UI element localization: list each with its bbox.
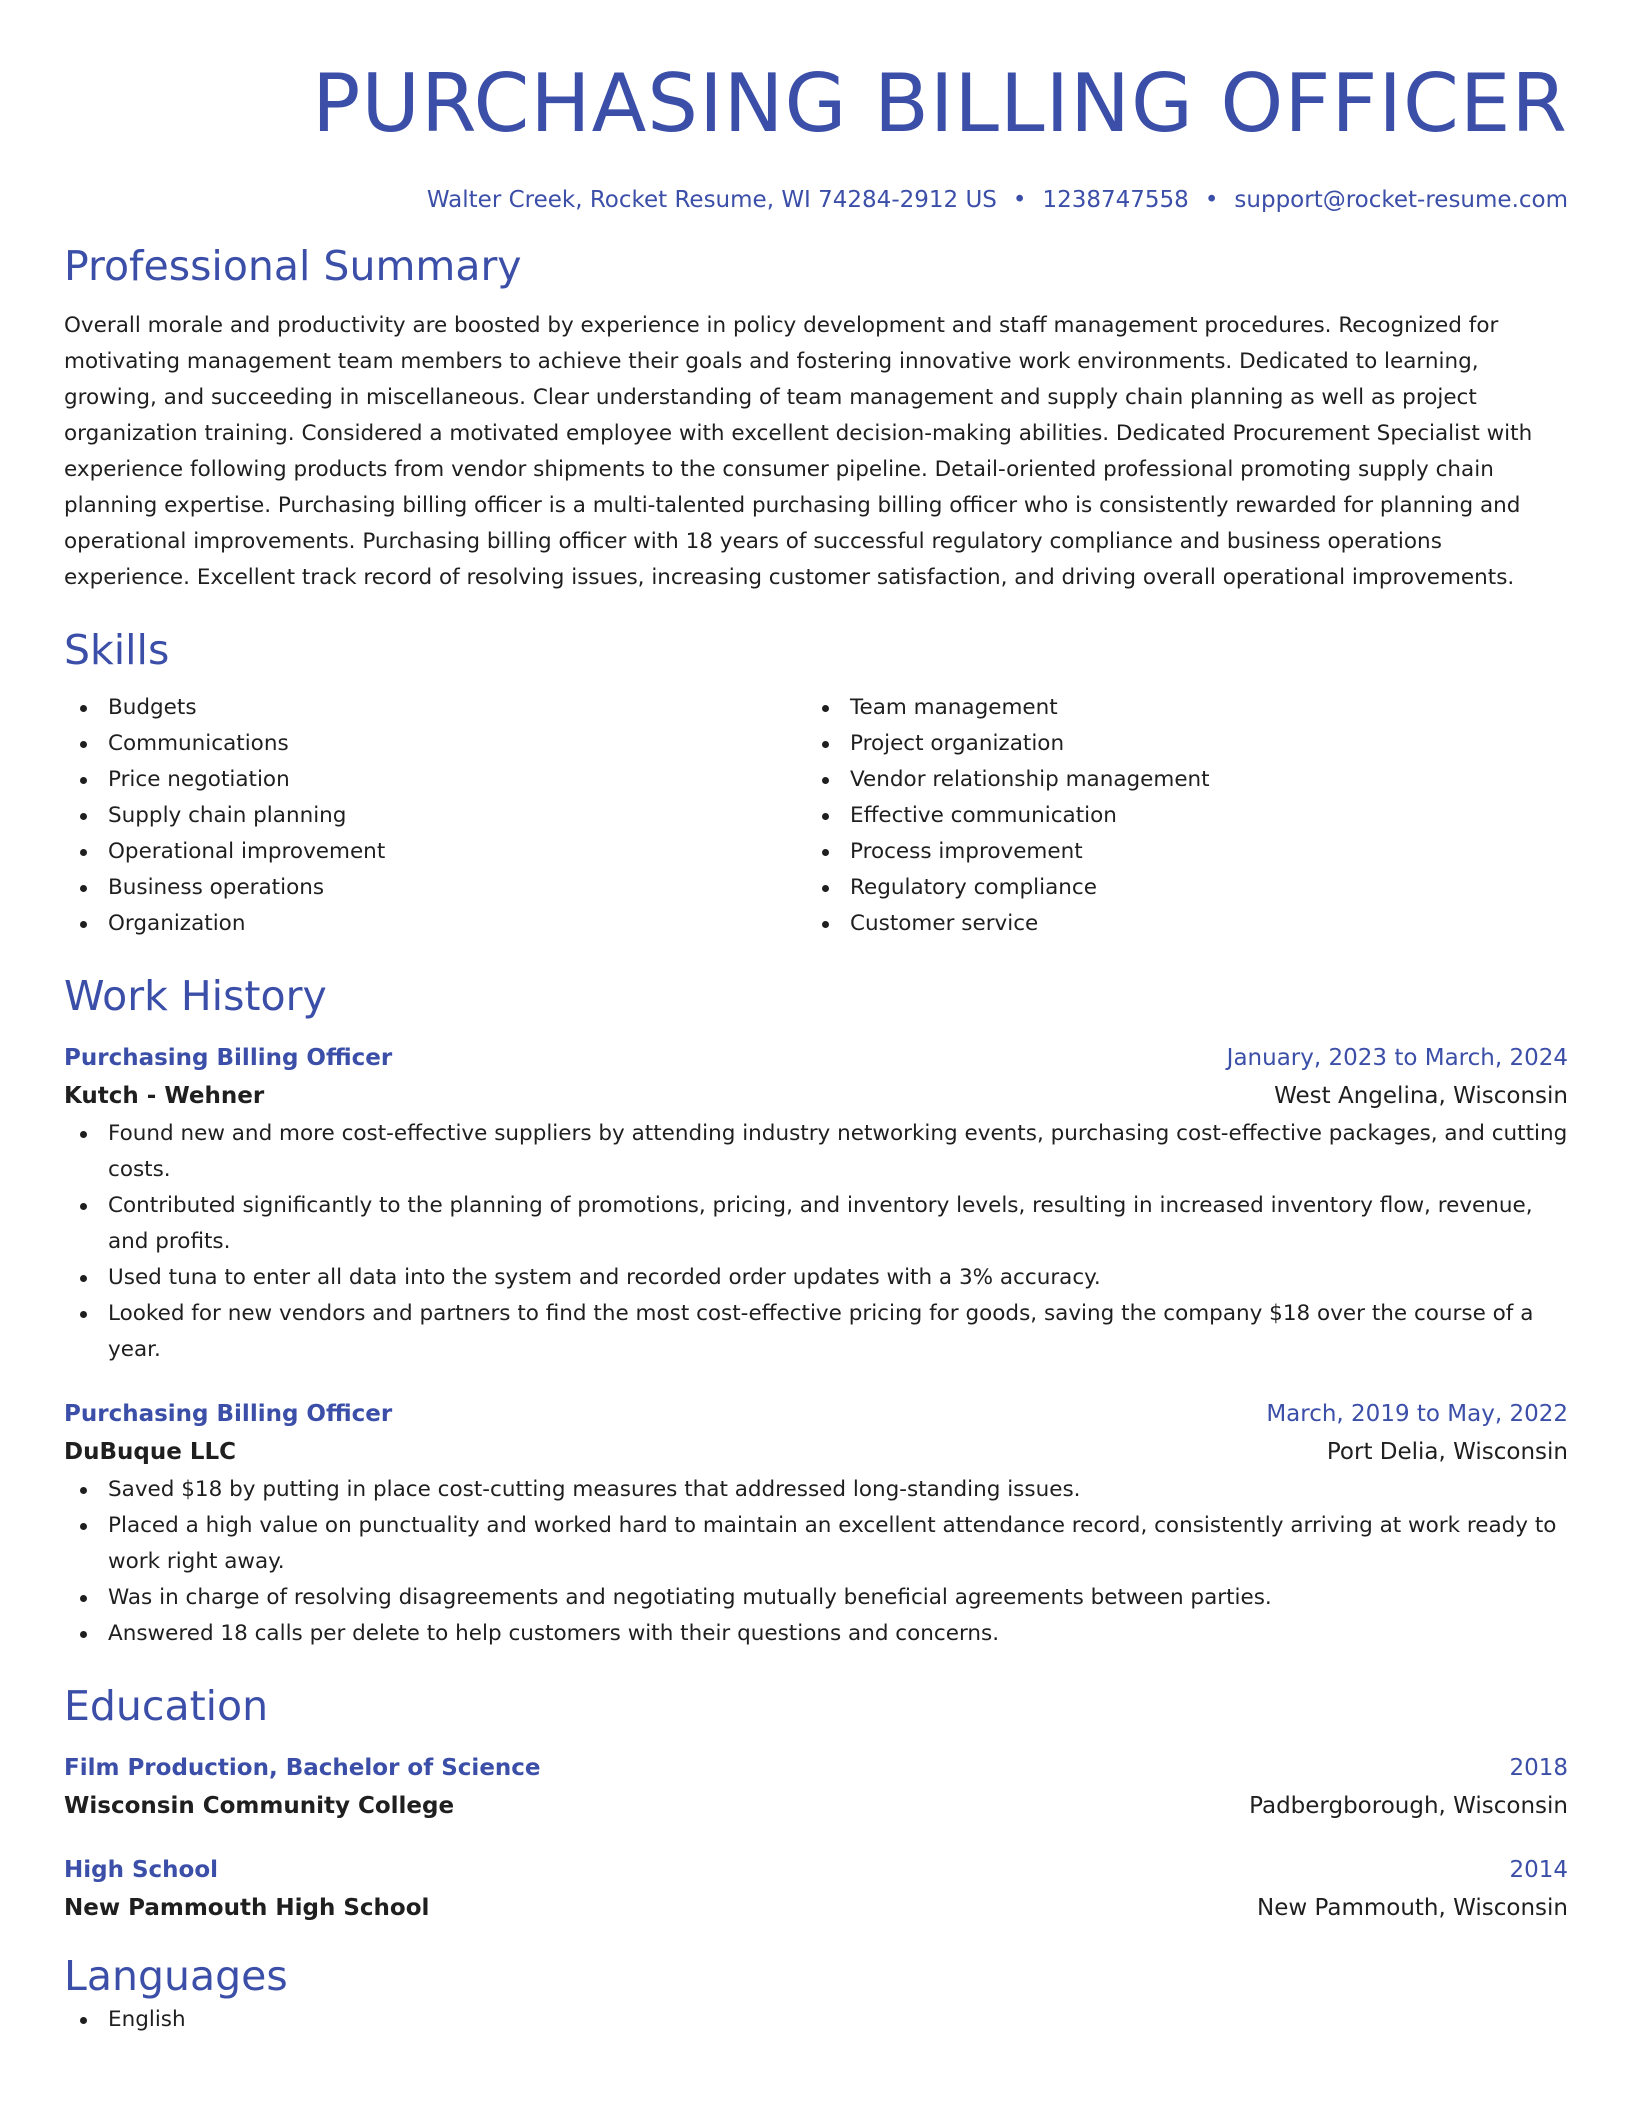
skill-label: Regulatory compliance — [850, 875, 1097, 900]
bullet-icon — [822, 777, 829, 784]
job-company-row — [64, 1432, 1568, 1472]
job-company-row — [64, 1076, 1568, 1116]
bullet-icon — [822, 705, 829, 712]
skill-item — [64, 870, 806, 906]
job-bullet — [64, 1616, 1568, 1652]
bullet-icon — [80, 1311, 87, 1318]
job-bullet — [64, 1260, 1568, 1296]
bullet-icon — [80, 813, 87, 820]
skill-item — [806, 870, 1548, 906]
section-title-skills: Skills — [64, 626, 170, 674]
job-bullet-text: Placed a high value on punctuality and worked hard to maintain an excellent attendance record, consistently arriving at work ready to work right away. — [108, 1513, 1557, 1574]
job-bullet-text: Was in charge of resolving disagreements and negotiating mutually beneficial agreements between parties. — [108, 1585, 1272, 1610]
skill-label: Organization — [108, 911, 246, 936]
job-header-row — [64, 1040, 1568, 1076]
skill-label: Customer service — [850, 911, 1039, 936]
skill-label: Vendor relationship management — [850, 767, 1210, 792]
bullet-icon — [80, 1203, 87, 1210]
skill-item — [64, 690, 806, 726]
bullet-icon — [80, 1595, 87, 1602]
education-year: 2014 — [1509, 1857, 1568, 1883]
bullet-icon — [822, 813, 829, 820]
bullet-icon — [80, 705, 87, 712]
language-item — [64, 2002, 1568, 2038]
job-dates: March, 2019 to May, 2022 — [1266, 1401, 1568, 1427]
skill-item — [806, 834, 1548, 870]
job-bullet-text: Answered 18 calls per delete to help customers with their questions and concerns. — [108, 1621, 1000, 1646]
bullet-icon — [80, 849, 87, 856]
skill-item — [806, 798, 1548, 834]
bullet-icon — [822, 849, 829, 856]
bullet-icon — [80, 777, 87, 784]
skills-column-right — [806, 690, 1548, 942]
skill-item — [806, 726, 1548, 762]
contact-separator: • — [1012, 187, 1027, 213]
skill-label: Project organization — [850, 731, 1065, 756]
education-header-row — [64, 1750, 1568, 1786]
section-title-education: Education — [64, 1682, 269, 1730]
bullet-icon — [80, 921, 87, 928]
job-role: Purchasing Billing Officer — [64, 1045, 393, 1071]
job-location: Port Delia, Wisconsin — [1326, 1439, 1568, 1465]
bullet-icon — [80, 1487, 87, 1494]
education-location: Padbergborough, Wisconsin — [1249, 1793, 1568, 1819]
education-degree: Film Production, Bachelor of Science — [64, 1755, 541, 1781]
bullet-icon — [80, 2017, 87, 2024]
skills-column-left — [64, 690, 806, 942]
education-entry — [64, 1852, 1568, 1928]
contact-line — [64, 184, 1568, 216]
contact-phone: 1238747558 — [1042, 187, 1189, 213]
language-label: English — [108, 2007, 186, 2032]
job-role: Purchasing Billing Officer — [64, 1401, 393, 1427]
skill-item — [64, 798, 806, 834]
contact-email: support@rocket-resume.com — [1234, 187, 1568, 213]
bullet-icon — [80, 741, 87, 748]
bullet-icon — [822, 885, 829, 892]
skill-label: Team management — [850, 695, 1058, 720]
skill-label: Effective communication — [850, 803, 1117, 828]
job-bullets — [64, 1472, 1568, 1652]
candidate-title: PURCHASING BILLING OFFICER — [312, 57, 1568, 150]
skill-label: Process improvement — [850, 839, 1083, 864]
skill-item — [806, 906, 1548, 942]
skill-label: Communications — [108, 731, 289, 756]
bullet-icon — [80, 1131, 87, 1138]
education-header-row — [64, 1852, 1568, 1888]
job-bullet — [64, 1188, 1568, 1260]
education-school-row — [64, 1786, 1568, 1826]
bullet-icon — [80, 1275, 87, 1282]
languages-list — [64, 2002, 1568, 2038]
job-bullet-text: Found new and more cost-effective suppliers by attending industry networking events, purchasing cost-effective packages, and cutting costs. — [108, 1121, 1568, 1182]
skill-label: Price negotiation — [108, 767, 290, 792]
education-location: New Pammouth, Wisconsin — [1257, 1895, 1568, 1921]
skill-item — [64, 726, 806, 762]
skill-label: Business operations — [108, 875, 325, 900]
job-bullet-text: Contributed significantly to the planning of promotions, pricing, and inventory levels, resulting in increased inventory flow, revenue, and profits. — [108, 1193, 1533, 1254]
skill-label: Budgets — [108, 695, 197, 720]
job-bullet-text: Looked for new vendors and partners to find the most cost-effective pricing for goods, saving the company $18 over the course of a year. — [108, 1301, 1534, 1362]
skill-item — [806, 690, 1548, 726]
resume-header — [64, 0, 1568, 216]
job-bullets — [64, 1116, 1568, 1368]
education-degree: High School — [64, 1857, 219, 1883]
bullet-icon — [80, 1523, 87, 1530]
skill-item — [806, 762, 1548, 798]
job-bullet — [64, 1508, 1568, 1580]
section-title-summary: Professional Summary — [64, 242, 522, 290]
bullet-icon — [822, 921, 829, 928]
job-bullet-text: Saved $18 by putting in place cost-cutting measures that addressed long-standing issues. — [108, 1477, 1081, 1502]
education-school: New Pammouth High School — [64, 1895, 430, 1921]
contact-separator: • — [1204, 187, 1219, 213]
bullet-icon — [80, 1631, 87, 1638]
bullet-icon — [80, 885, 87, 892]
job-header-row — [64, 1396, 1568, 1432]
job-bullet-text: Used tuna to enter all data into the system and recorded order updates with a 3% accuracy. — [108, 1265, 1101, 1290]
section-title-work-history: Work History — [64, 972, 327, 1020]
skills-grid — [64, 690, 1568, 942]
job-dates: January, 2023 to March, 2024 — [1226, 1045, 1568, 1071]
job-entry — [64, 1396, 1568, 1652]
skill-item — [64, 834, 806, 870]
skill-label: Operational improvement — [108, 839, 386, 864]
education-entry — [64, 1750, 1568, 1826]
job-location: West Angelina, Wisconsin — [1274, 1083, 1568, 1109]
section-title-languages: Languages — [64, 1952, 288, 2000]
job-company: DuBuque LLC — [64, 1439, 237, 1465]
job-bullet — [64, 1296, 1568, 1368]
skill-label: Supply chain planning — [108, 803, 347, 828]
education-school: Wisconsin Community College — [64, 1793, 455, 1819]
job-bullet — [64, 1580, 1568, 1616]
job-bullet — [64, 1472, 1568, 1508]
skill-item — [64, 906, 806, 942]
bullet-icon — [822, 741, 829, 748]
education-school-row — [64, 1888, 1568, 1928]
skills-list-left — [64, 690, 806, 942]
skills-list-right — [806, 690, 1548, 942]
job-entry — [64, 1040, 1568, 1368]
education-year: 2018 — [1509, 1755, 1568, 1781]
skill-item — [64, 762, 806, 798]
summary-text: Overall morale and productivity are boosted by experience in policy development and staff management procedures. Recognized for motivating management team members to achieve their goals and fostering innovative work environments. Dedicated to learning, growing, and succeeding in miscellaneous. Clear understanding of team management and supply chain planning as well as project organization training. Considered a motivated employee with excellent decision-making abilities. Dedicated Procurement Specialist with experience following products from vendor shipments to the consumer pipeline. Detail-oriented professional promoting supply chain planning expertise. Purchasing billing officer is a multi-talented purchasing billing officer who is consistently rewarded for planning and operational improvements. Purchasing billing officer with 18 years of successful regulatory compliance and business operations experience. Excellent track record of resolving issues, increasing customer satisfaction, and driving overall operational improvements. — [64, 313, 1533, 590]
contact-address: Walter Creek, Rocket Resume, WI 74284-2912 US — [426, 187, 997, 213]
job-company: Kutch - Wehner — [64, 1083, 265, 1109]
job-bullet — [64, 1116, 1568, 1188]
